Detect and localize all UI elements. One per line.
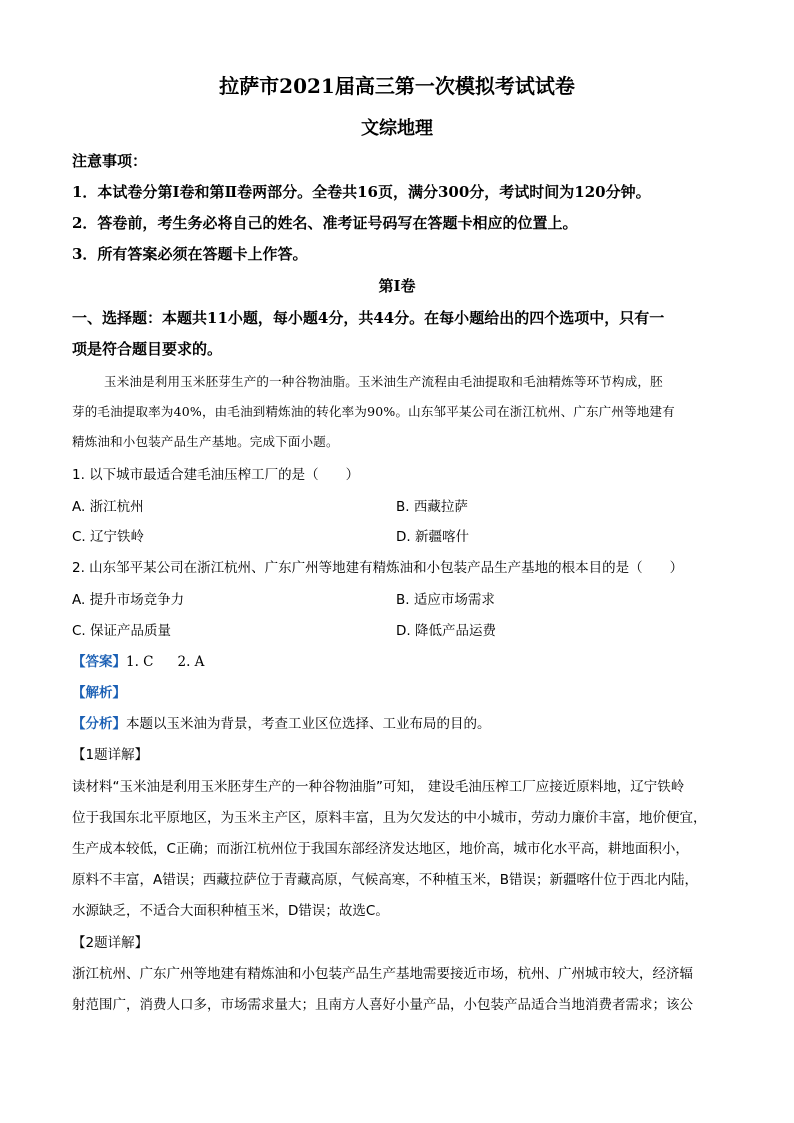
detail2-line: 浙江杭州、广东广州等地建有精炼油和小包装产品生产基地需要接近市场，杭州、广州城市较大，经济辐 <box>72 966 693 982</box>
notice-item: 3．所有答案必须在答题卡上作答。 <box>72 245 308 263</box>
answer-q1: 1. C <box>126 654 154 670</box>
detail2-label: 【2题详解】 <box>72 935 149 951</box>
section-instruction: 项是符合题目要求的。 <box>72 340 223 358</box>
analysis-label: 【解析】 <box>72 685 126 701</box>
page-title: 拉萨市2021届高三第一次模拟考试试卷 <box>219 74 575 98</box>
option-a[interactable]: A. 提升市场竞争力 <box>72 592 185 608</box>
answer-q2: 2. A <box>177 654 205 670</box>
fenxi-text: 本题以玉米油为背景，考查工业区位选择、工业布局的目的。 <box>126 716 491 732</box>
section-instruction: 一、选择题：本题共11小题，每小题4分，共44分。在每小题给出的四个选项中，只有一 <box>72 309 665 327</box>
fenxi-line <box>72 712 491 732</box>
detail1-line: 原料不丰富，A错误；西藏拉萨位于青藏高原，气候高寒，不种植玉米，B错误；新疆喀什位于西北内陆， <box>72 872 698 888</box>
detail1-line: 读材料“玉米油是利用玉米胚芽生产的一种谷物油脂”可知， 建设毛油压榨工厂应接近原料地，辽宁铁岭 <box>72 779 685 795</box>
option-c[interactable]: C. 辽宁铁岭 <box>72 529 145 545</box>
option-a[interactable]: A. 浙江杭州 <box>72 499 144 515</box>
detail2-line: 射范围广，消费人口多，市场需求量大；且南方人喜好小量产品，小包装产品适合当地消费者需求；该公 <box>72 997 693 1013</box>
option-b[interactable]: B. 西藏拉萨 <box>396 499 468 515</box>
answer-line <box>72 650 204 670</box>
detail1-line: 生产成本较低，C正确；而浙江杭州位于我国东部经济发达地区，地价高，城市化水平高，耕地面积小， <box>72 841 689 857</box>
answer-label: 【答案】 <box>72 654 126 670</box>
option-b[interactable]: B. 适应市场需求 <box>396 592 495 608</box>
detail1-line: 位于我国东北平原地区，为玉米主产区，原料丰富，且为欠发达的中小城市，劳动力廉价丰富，地价便宜， <box>72 810 707 826</box>
option-c[interactable]: C. 保证产品质量 <box>72 623 172 639</box>
page-subtitle: 文综地理 <box>361 118 433 139</box>
detail1-label: 【1题详解】 <box>72 747 149 763</box>
notice-item: 1．本试卷分第Ⅰ卷和第Ⅱ卷两部分。全卷共16页，满分300分，考试时间为120分钟。 <box>72 183 651 201</box>
question-stem: 1. 以下城市最适合建毛油压榨工厂的是（ ） <box>72 467 360 483</box>
fenxi-label: 【分析】 <box>72 716 126 732</box>
option-d[interactable]: D. 新疆喀什 <box>396 529 469 545</box>
material-line: 芽的毛油提取率为40%，由毛油到精炼油的转化率为90%。山东邹平某公司在浙江杭州、广东广州等地建有 <box>72 404 675 419</box>
notice-item: 2．答卷前，考生务必将自己的姓名、准考证号码写在答题卡相应的位置上。 <box>72 214 578 232</box>
material-line: 玉米油是利用玉米胚芽生产的一种谷物油脂。玉米油生产流程由毛油提取和毛油精炼等环节构成，胚 <box>104 374 663 389</box>
option-d[interactable]: D. 降低产品运费 <box>396 623 496 639</box>
detail1-line: 水源缺乏，不适合大面积种植玉米，D错误；故选C。 <box>72 903 389 919</box>
question-stem: 2. 山东邹平某公司在浙江杭州、广东广州等地建有精炼油和小包装产品生产基地的根本目的是（ ） <box>72 560 684 576</box>
section-title: 第Ⅰ卷 <box>378 277 416 295</box>
notice-heading: 注意事项： <box>72 152 148 170</box>
material-line: 精炼油和小包装产品生产基地。完成下面小题。 <box>72 434 339 449</box>
